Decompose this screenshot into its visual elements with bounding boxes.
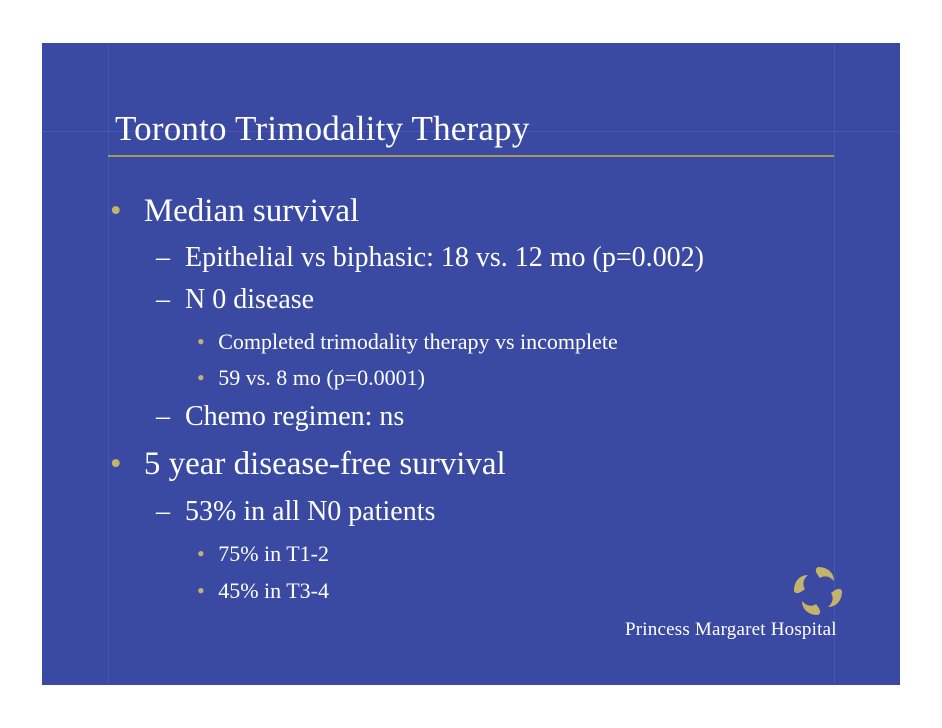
background-grid-line (108, 43, 109, 685)
sub-sub-bullet-item (197, 541, 329, 567)
bullet-icon: • (110, 446, 122, 482)
sub-sub-bullet-text: Completed trimodality therapy vs incomplete (218, 329, 618, 354)
sub-bullet-text: Chemo regimen: ns (185, 401, 405, 432)
slide-title: Toronto Trimodality Therapy (115, 109, 530, 148)
sub-sub-bullet-text: 45% in T3-4 (218, 578, 330, 603)
sub-sub-bullet-text: 59 vs. 8 mo (p=0.0001) (218, 365, 425, 390)
dash-icon: – (156, 284, 170, 315)
bullet-icon: • (197, 329, 205, 354)
sub-sub-bullet-text: 75% in T1-2 (218, 541, 330, 566)
sub-sub-bullet-item (197, 578, 329, 604)
bullet-icon: • (197, 578, 205, 603)
sub-sub-bullet-item (197, 365, 425, 391)
bullet-item (110, 446, 506, 483)
slide (42, 43, 900, 685)
dash-icon: – (156, 401, 170, 432)
sub-bullet-text: 53% in all N0 patients (185, 496, 436, 527)
bullet-icon: • (197, 365, 205, 390)
sub-bullet-item (156, 242, 704, 274)
sub-bullet-item (156, 284, 314, 316)
sub-bullet-text: N 0 disease (185, 284, 315, 315)
sub-bullet-item (156, 496, 435, 528)
bullet-icon: • (197, 541, 205, 566)
bullet-text: Median survival (143, 193, 360, 229)
sub-bullet-text: Epithelial vs biphasic: 18 vs. 12 mo (p=0.002) (185, 242, 704, 273)
bullet-item (110, 193, 359, 230)
sub-bullet-item (156, 401, 404, 433)
dash-icon: – (156, 496, 170, 527)
hospital-name: Princess Margaret Hospital (625, 619, 837, 640)
princess-margaret-logo-icon (790, 563, 846, 619)
bullet-icon: • (110, 193, 122, 229)
title-underline (108, 155, 834, 157)
sub-sub-bullet-item (197, 329, 618, 355)
dash-icon: – (156, 242, 170, 273)
bullet-text: 5 year disease-free survival (143, 446, 506, 482)
